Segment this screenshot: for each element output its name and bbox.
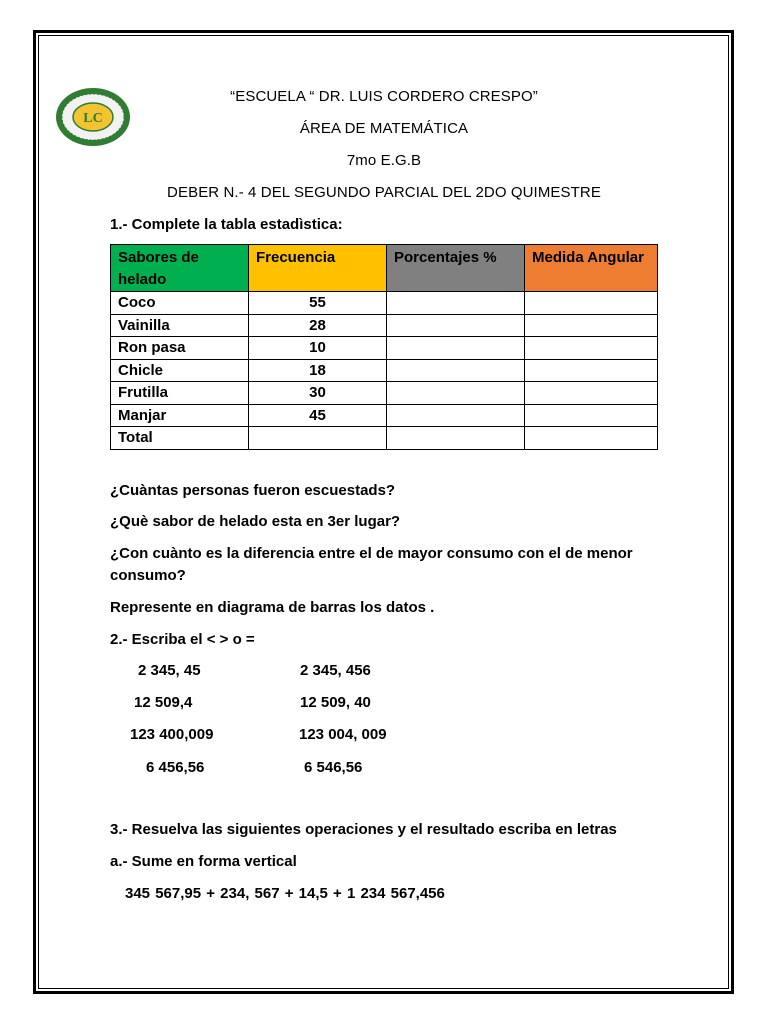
- question-2: ¿Què sabor de helado esta en 3er lugar?: [110, 513, 401, 530]
- compare-left-2: 12 509,4: [134, 694, 193, 711]
- angle-cell[interactable]: [525, 337, 658, 360]
- table-row: [111, 292, 658, 315]
- frequency-cell: 55: [249, 292, 387, 315]
- flavor-cell: Frutilla: [111, 382, 249, 405]
- flavor-cell: Coco: [111, 292, 249, 315]
- flavor-cell: Ron pasa: [111, 337, 249, 360]
- angle-cell[interactable]: [525, 382, 658, 405]
- angle-cell[interactable]: [525, 359, 658, 382]
- compare-right-4: 6 546,56: [304, 759, 363, 776]
- header-percentage: Porcentajes %: [387, 245, 525, 292]
- school-name: “ESCUELA “ DR. LUIS CORDERO CRESPO”: [230, 88, 538, 105]
- section-3-title: 3.- Resuelva las siguientes operaciones y el resultado escriba en letras: [110, 821, 617, 838]
- total-percentage-cell[interactable]: [387, 427, 525, 450]
- percentage-cell[interactable]: [387, 359, 525, 382]
- frequency-cell: 18: [249, 359, 387, 382]
- total-angle-cell[interactable]: [525, 427, 658, 450]
- angle-cell[interactable]: [525, 314, 658, 337]
- section-3a-title: a.- Sume en forma vertical: [110, 853, 297, 870]
- header-frequency: Frecuencia: [249, 245, 387, 292]
- logo-initials: LC: [83, 111, 103, 126]
- compare-left-3: 123 400,009: [130, 726, 214, 743]
- flavor-cell: Chicle: [111, 359, 249, 382]
- table-row: [111, 337, 658, 360]
- table-row: [111, 359, 658, 382]
- flavor-cell: Manjar: [111, 404, 249, 427]
- compare-left-1: 2 345, 45: [138, 662, 201, 679]
- compare-right-3: 123 004, 009: [299, 726, 387, 743]
- page-border: [33, 30, 734, 994]
- total-frequency-cell[interactable]: [249, 427, 387, 450]
- section-2-title: 2.- Escriba el < > o =: [110, 631, 255, 648]
- angle-cell[interactable]: [525, 404, 658, 427]
- percentage-cell[interactable]: [387, 404, 525, 427]
- header-angle: Medida Angular: [525, 245, 658, 292]
- table-row: [111, 314, 658, 337]
- compare-right-1: 2 345, 456: [300, 662, 371, 679]
- total-label: Total: [111, 427, 249, 450]
- frequency-cell: 28: [249, 314, 387, 337]
- question-1: ¿Cuàntas personas fueron escuestads?: [110, 482, 396, 499]
- percentage-cell[interactable]: [387, 314, 525, 337]
- section-1-title: 1.- Complete la tabla estadìstica:: [110, 216, 343, 233]
- table-row: [111, 382, 658, 405]
- compare-left-4: 6 456,56: [146, 759, 205, 776]
- compare-right-2: 12 509, 40: [300, 694, 371, 711]
- subject-area: ÁREA DE MATEMÁTICA: [299, 120, 469, 137]
- percentage-cell[interactable]: [387, 382, 525, 405]
- frequency-cell: 10: [249, 337, 387, 360]
- frequency-cell: 30: [249, 382, 387, 405]
- flavor-cell: Vainilla: [111, 314, 249, 337]
- grade-level: 7mo E.G.B: [346, 152, 422, 169]
- percentage-cell[interactable]: [387, 292, 525, 315]
- table-total-row: [111, 427, 658, 450]
- frequency-cell: 45: [249, 404, 387, 427]
- header-flavor: Sabores de helado: [111, 245, 249, 292]
- question-3: ¿Con cuànto es la diferencia entre el de mayor consumo con el de menor: [110, 545, 633, 562]
- addition-operation: 345 567,95 + 234, 567 + 14,5 + 1 234 567,456: [125, 885, 445, 902]
- table-row: [111, 404, 658, 427]
- question-3-continued: consumo?: [110, 567, 186, 584]
- assignment-title: DEBER N.- 4 DEL SEGUNDO PARCIAL DEL 2DO QUIMESTRE: [167, 184, 601, 201]
- question-4: Represente en diagrama de barras los datos .: [110, 599, 435, 616]
- angle-cell[interactable]: [525, 292, 658, 315]
- table-header-row: [111, 245, 658, 292]
- statistics-table: [110, 244, 658, 450]
- percentage-cell[interactable]: [387, 337, 525, 360]
